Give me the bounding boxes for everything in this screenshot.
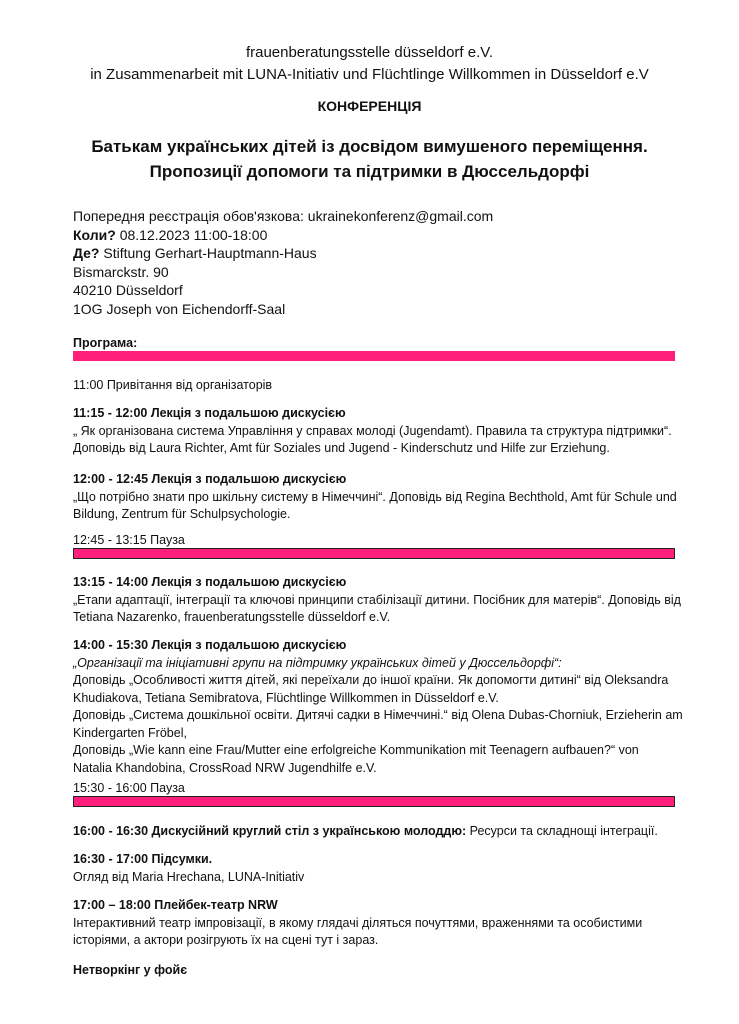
- conference-title: [0, 134, 739, 184]
- session-2-title: 12:00 - 12:45 Лекція з подальшою дискусією: [73, 472, 347, 486]
- session-4-line-2: Доповідь „Особливості життя дітей, які переїхали до іншої країни. Як допомогти дитині“ від Oleksandra: [73, 673, 669, 687]
- session-6: [73, 851, 683, 886]
- pause-2: 15:30 - 16:00 Пауза: [73, 781, 185, 795]
- pause-2-bar: [73, 796, 675, 807]
- session-4: [73, 637, 683, 777]
- when-line: [73, 226, 493, 245]
- registration-line: [73, 207, 493, 226]
- session-4-line-7: Natalia Khandobina, CrossRoad NRW Jugendhilfe e.V.: [73, 760, 377, 775]
- pause-1-bar: [73, 548, 675, 559]
- registration-email[interactable]: ukrainekonferenz@gmail.com: [307, 208, 494, 224]
- session-5: [73, 823, 683, 841]
- registration-label: Попередня реєстрація обов'язкова:: [73, 208, 308, 224]
- where-line: [73, 244, 493, 263]
- event-info: [73, 207, 493, 318]
- session-3-title: 13:15 - 14:00 Лекція з подальшою дискусією: [73, 575, 347, 589]
- session-6-title: 16:30 - 17:00 Підсумки.: [73, 852, 213, 866]
- session-7-title: 17:00 – 18:00 Плейбек-театр NRW: [73, 898, 278, 912]
- street-line: Bismarckstr. 90: [73, 263, 169, 280]
- session-4-heading: „Організації та ініціативні групи на підтримку українських дітей у Дюссельдорфі“:: [73, 655, 562, 670]
- when-value: 08.12.2023 11:00-18:00: [115, 226, 268, 243]
- pause-1: 12:45 - 13:15 Пауза: [73, 533, 185, 547]
- organizer-header: [0, 42, 739, 86]
- session-5-title: 16:00 - 16:30 Дискусійний круглий стіл з українською молоддю:: [73, 824, 467, 838]
- session-6-line-1: Огляд від Maria Hrechana, LUNA-Initiativ: [73, 869, 305, 884]
- session-3-line-2: Tetiana Nazarenko, frauenberatungsstelle düsseldorf e.V.: [73, 610, 391, 624]
- title-line-1: Батькам українських дітей із досвідом вимушеного переміщення.: [91, 137, 648, 156]
- session-7-line-1: Інтерактивний театр імпровізації, в якому глядачі діляться почуттями, враженнями та особистими: [73, 915, 643, 930]
- session-1-title: 11:15 - 12:00 Лекція з подальшою дискусією: [73, 406, 346, 420]
- conference-label: КОНФЕРЕНЦІЯ: [317, 98, 422, 114]
- session-2-line-2: Bildung, Zentrum für Schulpsychologie.: [73, 507, 291, 521]
- session-7-line-2: історіями, а актори розігрують їх на сцені тут і зараз.: [73, 933, 379, 947]
- city-line: 40210 Düsseldorf: [73, 282, 183, 298]
- organizer-line: frauenberatungsstelle düsseldorf e.V.: [245, 44, 494, 61]
- session-1: [73, 405, 683, 458]
- program-divider: [73, 351, 675, 361]
- session-2: [73, 471, 683, 524]
- where-value: Stiftung Gerhart-Hauptmann-Haus: [99, 245, 317, 261]
- room-line: 1OG Joseph von Eichendorff-Saal: [73, 300, 286, 317]
- session-4-line-6: Доповідь „Wie kann eine Frau/Mutter eine erfolgreiche Kommunikation mit Teenagern aufbauen?“ von: [73, 743, 639, 757]
- program-label: Програма:: [73, 336, 138, 350]
- where-label: Де?: [73, 245, 100, 261]
- session-7: [73, 897, 683, 950]
- title-line-2: Пропозиції допомоги та підтримки в Дюссельдорфі: [149, 162, 590, 181]
- session-2-line-1: „Що потрібно знати про шкільну систему в Німеччині“. Доповідь від Regina Bechthold, Amt für Schule und: [73, 489, 677, 504]
- session-4-line-5: Kindergarten Fröbel,: [73, 725, 187, 740]
- session-1-topic: „ Як організована система Управління у справах молоді (Jugendamt). Правила та структура підтримки“.: [73, 423, 672, 438]
- session-4-line-4: Доповідь „Система дошкільної освіти. Дитячі садки в Німеччині.“ від Olena Dubas-Chorniuk, Erzieherin am: [73, 708, 683, 722]
- welcome-line: 11:00 Привітання від організаторів: [73, 378, 273, 392]
- networking-line: Нетворкінг у фойє: [73, 963, 188, 977]
- session-5-topic: Ресурси та складнощі інтеграції.: [466, 824, 658, 838]
- session-3: [73, 574, 683, 627]
- cooperation-line: in Zusammenarbeit mit LUNA-Initiativ und Flüchtlinge Willkommen in Düsseldorf e.V: [90, 66, 649, 83]
- session-1-speaker: Доповідь від Laura Richter, Amt für Soziales und Jugend - Kinderschutz und Hilfe zur Erziehung.: [73, 441, 610, 455]
- session-3-line-1: „Етапи адаптації, інтеграції та ключові принципи стабілізації дитини. Посібник для матерів“. Доповідь від: [73, 592, 681, 607]
- when-label: Коли?: [73, 226, 116, 243]
- session-4-title: 14:00 - 15:30 Лекція з подальшою дискусією: [73, 638, 347, 652]
- session-4-line-3: Khudiakova, Tetiana Semibratova, Flüchtlinge Willkommen in Düsseldorf e.V.: [73, 690, 499, 705]
